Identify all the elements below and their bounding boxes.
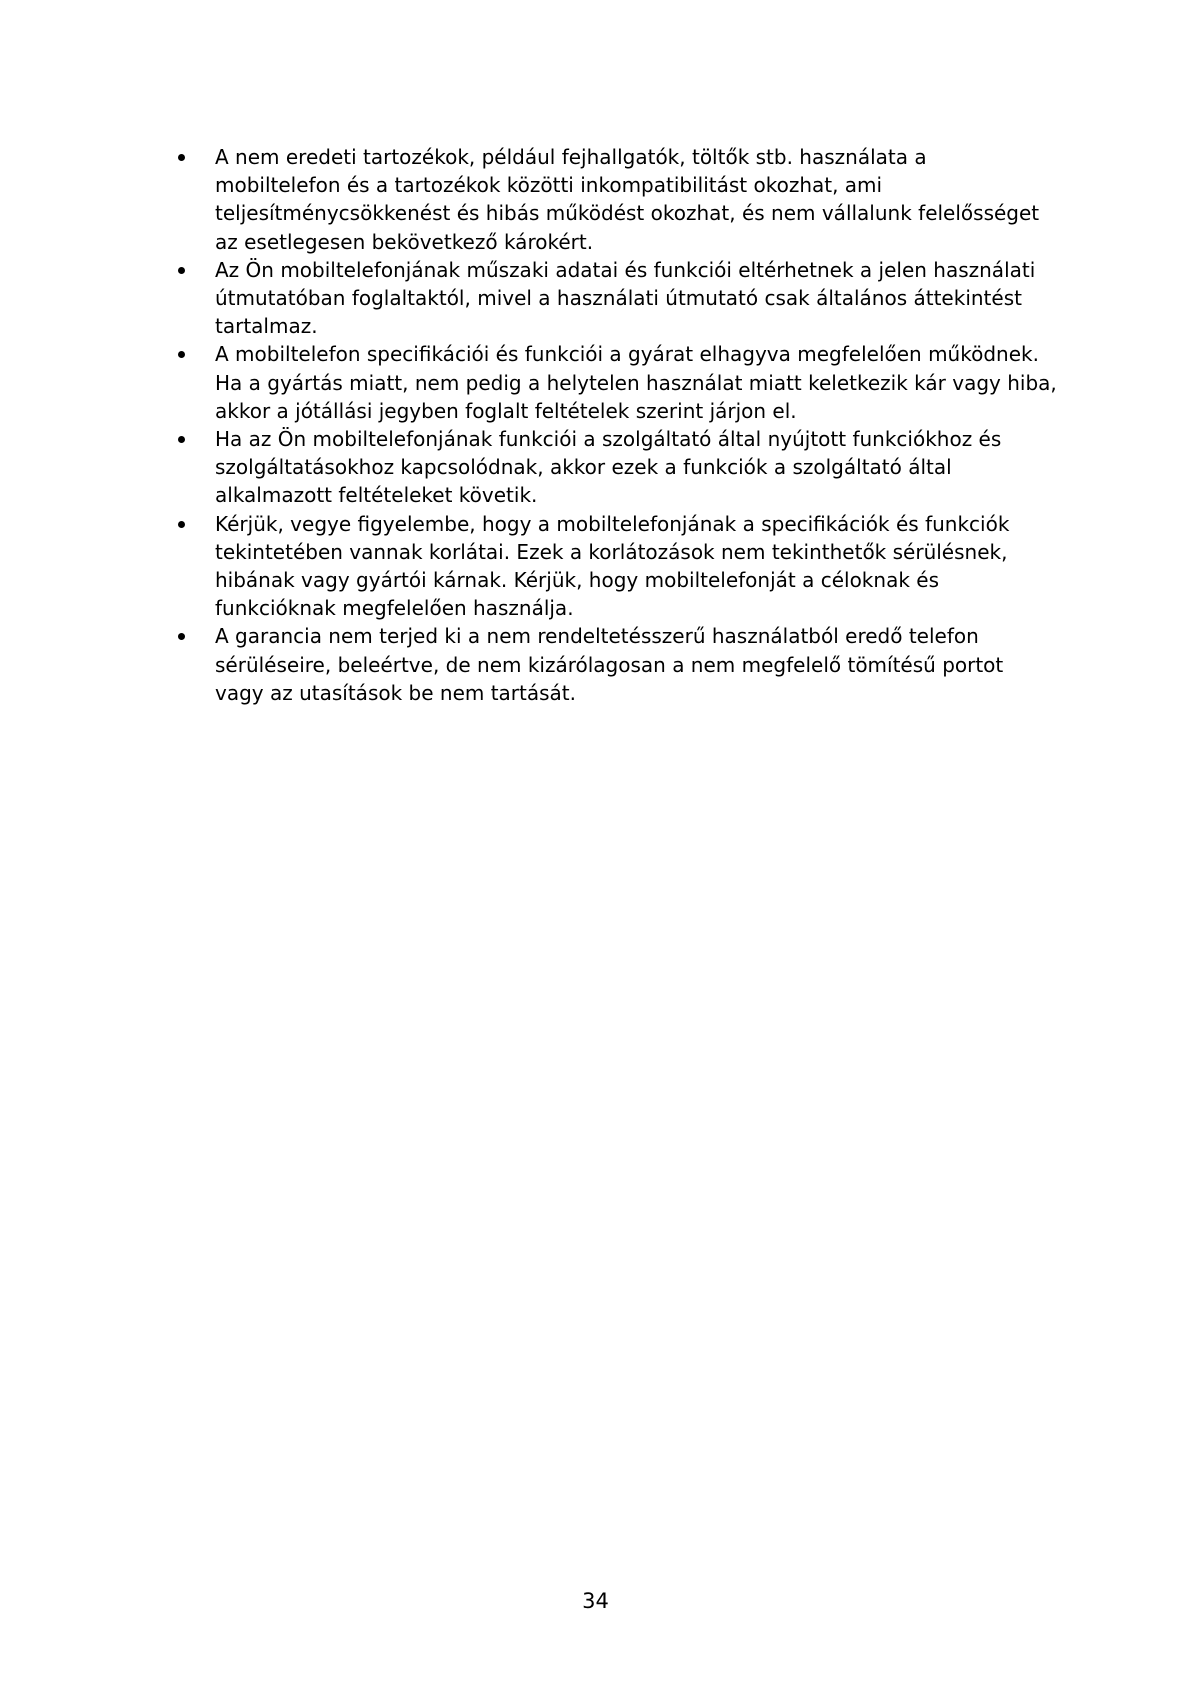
list-item [172, 143, 1072, 256]
list-item-line: útmutatóban foglaltaktól, mivel a használati útmutató csak általános áttekintést [215, 286, 1022, 311]
list-item-line: A garancia nem terjed ki a nem rendeltetésszerű használatból eredő telefon [215, 624, 979, 649]
bullet-icon [178, 267, 185, 274]
list-item [172, 425, 1072, 510]
list-item-line: szolgáltatásokhoz kapcsolódnak, akkor ezek a funkciók a szolgáltató által [215, 455, 952, 480]
list-item [172, 340, 1072, 425]
page-number: 34 [582, 1589, 609, 1613]
list-item-line: A mobiltelefon specifikációi és funkciói a gyárat elhagyva megfelelően működnek. [215, 342, 1039, 367]
list-item-line: mobiltelefon és a tartozékok közötti inkompatibilitást okozhat, ami [215, 173, 883, 198]
bullet-icon [178, 436, 185, 443]
bullet-icon [178, 154, 185, 161]
list-item-line: Ha a gyártás miatt, nem pedig a helytelen használat miatt keletkezik kár vagy hiba, [215, 370, 1057, 395]
list-item [172, 622, 1072, 707]
bullet-icon [178, 521, 185, 528]
list-item-line: akkor a jótállási jegyben foglalt feltételek szerint járjon el. [215, 398, 797, 423]
bullet-icon [178, 633, 185, 640]
list-item-line: az esetlegesen bekövetkező károkért. [215, 229, 594, 254]
list-item-line: alkalmazott feltételeket követik. [215, 483, 538, 508]
list-item-line: Ha az Ön mobiltelefonjának funkciói a szolgáltató által nyújtott funkciókhoz és [215, 427, 1002, 452]
list-item-line: hibának vagy gyártói kárnak. Kérjük, hogy mobiltelefonját a céloknak és [215, 568, 939, 593]
list-item [172, 510, 1072, 623]
list-item [172, 256, 1072, 341]
bullet-icon [178, 351, 185, 358]
list-item-line: sérüléseire, beleértve, de nem kizárólagosan a nem megfelelő tömítésű portot [215, 652, 1004, 677]
list-item-line: vagy az utasítások be nem tartását. [215, 680, 577, 705]
list-item-line: Kérjük, vegye figyelembe, hogy a mobiltelefonjának a specifikációk és funkciók [215, 511, 1010, 536]
list-item-line: teljesítménycsökkenést és hibás működést okozhat, és nem vállalunk felelősséget [215, 201, 1040, 226]
list-item-line: A nem eredeti tartozékok, például fejhallgatók, töltők stb. használata a [215, 145, 927, 169]
bullet-list [172, 143, 1072, 707]
list-item-line: Az Ön mobiltelefonjának műszaki adatai és funkciói eltérhetnek a jelen használati [215, 257, 1036, 282]
list-item-line: tekintetében vannak korlátai. Ezek a korlátozások nem tekinthetők sérülésnek, [215, 539, 1008, 564]
list-item-line: funkcióknak megfelelően használja. [215, 596, 574, 621]
list-item-line: tartalmaz. [215, 314, 318, 339]
